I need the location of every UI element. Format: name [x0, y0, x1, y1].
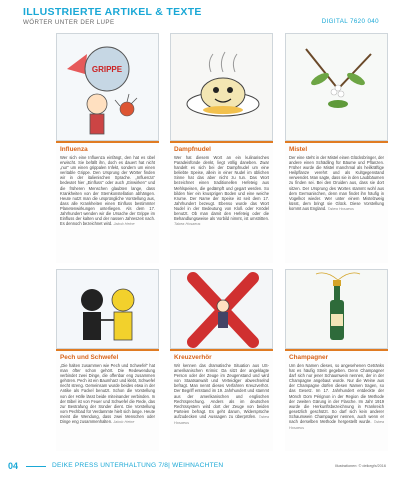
- kreuzverhoer-body-text: Wir kennen das dramatische Situation aus US-amerikanischen Krimis: Da sitzt der angeklagte Person oder der Zeuge im Zeugenstand und wird von Staatsanwalt und Verteidiger abwechselnd befragt. Man nennt dieses Verfahren Kreuzverhör. Der Begriff entstand im 19. Jahrhundert und stammt aus der amerikanischen und englischen Rechtsprechung. Anders als im deutschen Rechtssystem wird dort der Zeuge von beiden Parteien befragt. Es geht darum, Widersprüche aufzudecken und Aussagen zu überprüfen.: [174, 363, 269, 419]
- dampfnudel-title: Dampfnudel: [174, 146, 211, 153]
- champagner-illustration: [285, 269, 388, 349]
- influenza-body: [56, 154, 159, 229]
- influenza-illustration: [56, 33, 159, 141]
- page-footer: [0, 456, 400, 477]
- mistel-body: [285, 154, 388, 214]
- kreuzverhoer-author: Tabea Hosaeus: [174, 414, 270, 426]
- card-kreuzverhoer: [170, 269, 273, 451]
- champagner-illustration-svg: [286, 270, 388, 349]
- influenza-author: Jakob Heine: [113, 222, 135, 227]
- champagner-body-text: Um den Namen dieses, so angesehenen Getränks hat es häufig Streit gegeben. Denn Champagner darf sich nur jener Schaumwein nennen, der in der Champagne angebaut wurde. Nur die Weine aus der Champagne dürfen diesen Namen tragen, so das Gesetz. Im 17. Jahrhundert entdeckte der Mönch Dom Pérignon in der Region die Methode der zweiten Gärung in der Flasche. Im Jahr 1919 wurde die Herkunftsbezeichnung in Frankreich gesetzlich geschützt. So darf sich kein anderer Schaumwein Champagner nennen, auch wenn er nach derselben Methode hergestellt wurde.: [289, 363, 384, 425]
- mistel-title: Mistel: [289, 146, 308, 153]
- header-title: ILLUSTRIERTE ARTIKEL & TEXTE: [23, 6, 202, 18]
- dampfnudel-body: [170, 154, 273, 229]
- dampfnudel-illustration: [170, 33, 273, 141]
- influenza-text: [56, 141, 159, 263]
- header-subtitle: WÖRTER UNTER DER LUPE: [23, 19, 115, 26]
- champagner-text: [285, 349, 388, 451]
- illustration-credit: Illustrationen: © deikegfx/2016: [334, 464, 386, 468]
- pech-text: [56, 349, 159, 451]
- mistel-illustration-svg: [286, 34, 388, 141]
- footer-divider: [26, 466, 46, 467]
- dampfnudel-illustration-svg: [171, 34, 273, 141]
- card-mistel: [285, 33, 388, 263]
- pech-illustration: [56, 269, 159, 349]
- champagner-title: Champagner: [289, 354, 329, 361]
- kreuzverhoer-illustration: [170, 269, 273, 349]
- header-code: DIGITAL 7620 040: [321, 18, 379, 25]
- card-champagner: [285, 269, 388, 451]
- pech-body: [56, 362, 159, 427]
- publication-name: DEIKE PRESS UNTERHALTUNG 7/8| WEIHNACHTEN: [52, 462, 224, 469]
- dampfnudel-body-text: Wer hat diesem Wort an ein kulinarisches Paradeisfünde denkt, liegt völlig daneben. Zwar handelt es sich bei der Dampfnudel um eine beliebte Speise, allein in einer Nudel im üblichen Sinne hat das aber nicht zu tun. Das Wort bezeichnet einen traditionellen Hefeteig aus Mehlspeisen, die gedämpft und gegart werden. So bilden hier ein knusprigen Boden und eine weiche Krume. Der Name der Speise ist seit dem 17. Jahrhundert bezeugt. Ebenso wurde das Wort Nudel in der Bedeutung von Kloß oder Knödel benutzt. Ob man damit den Hefeteig oder die Behandlungsweise als Vorbild nimmt, ist umstritten.: [174, 155, 269, 222]
- card-dampfnudel: [170, 33, 273, 263]
- mistel-text: [285, 141, 388, 263]
- mistel-author: Tabea Hosaeus: [327, 206, 354, 211]
- pech-illustration-svg: [57, 270, 159, 349]
- card-influenza: [56, 33, 159, 263]
- influenza-illustration-svg: [57, 34, 159, 141]
- champagner-author: Tabea Hosaeus: [289, 420, 384, 431]
- pech-author: Jakob Heine: [113, 420, 135, 425]
- svg-text:GRIPPE: GRIPPE: [91, 65, 123, 74]
- mistel-body-text: Der eine steht in der Mistel einen Glücksbringer, der andere einen Schädling für Bäume und Pflanzen. Früher wurde die Mistel manchmal als heilkräftige Heilpflanze verehrt und als Kultgegenstand verwendet. Man sagte, dass sie in den Laubbäumen zu finden sei. Bei den Druiden aus, dass sie dort sitzen. Der Ursprung des Wortes stammt wohl aus dem Germanischen, denn man findet ihn häufig in Vogelkot wieder. Wer unter einem Mistelzweig küsst, dem bringt sie Glück. Diese Vorstellung kommt aus England.: [289, 155, 384, 211]
- kreuzverhoer-text: [170, 349, 273, 451]
- kreuzverhoer-illustration-svg: [171, 270, 273, 349]
- dampfnudel-text: [170, 141, 273, 263]
- pech-title: Pech und Schwefel: [60, 354, 119, 361]
- kreuzverhoer-title: Kreuzverhör: [174, 354, 212, 361]
- page-header: [23, 6, 383, 26]
- card-pech-und-schwefel: [56, 269, 159, 451]
- dampfnudel-author: Tabea Hosaeus: [174, 222, 201, 227]
- influenza-title: Influenza: [60, 146, 88, 153]
- champagner-body: [285, 362, 388, 433]
- page-number: 04: [8, 461, 19, 471]
- pech-body-text: „Die halten zusammen wie Pech und Schwefel" hat man öfter schon gehört. Die Redewendung verbindet zwei Dinge, die offenbar eng zusammen gehören. Pech ist ein Baumharz und klebt, Schwefel riecht streng. Gemeinsam wurde beides etwa in der Antike als Fackel benutzt. Schon die Vorstellung von der Hölle lässt beide miteinander verbinden. In der Bibel ist von Feuer und Schwefel die Rede, das zur Bestrafung der Sünder dient. Die Vorstellung vom Pechbad für Verdammte hielt sich lange. Heute meint die Wendung, dass zwei Menschen oder Dinge eng zusammenhalten.: [60, 363, 155, 425]
- influenza-body-text: Wer sich eine Influenza einfängt, den hat es übel erwischt. Sie befällt ihn, doch es dauert hat nicht „nur" um einen grippalen Infekt, sondern um einen veritable Grippe. Den Ursprung der Wörter finden wir in der italienischen Sprache. „Influenza" bedeutet hier „Einfluss" oder auch „Einwirken" und die früheren Menschen glaubten lange, dass Krankheiten von der Sternkonstellation abhängen. Heute nutzt man die ursprüngliche Vorstellung aus, dass alle Krankheiten einen Einfluss bestimmter Planetenwirkungen unterliegen. Als dem 17. Jahrhundert wenden wir die Ursache der Grippe im Einfluss der kalten und der nassen Jahreszeit nach. Es dennoch bezeichnet wird.: [60, 155, 155, 227]
- kreuzverhoer-body: [170, 362, 273, 428]
- mistel-illustration: [285, 33, 388, 141]
